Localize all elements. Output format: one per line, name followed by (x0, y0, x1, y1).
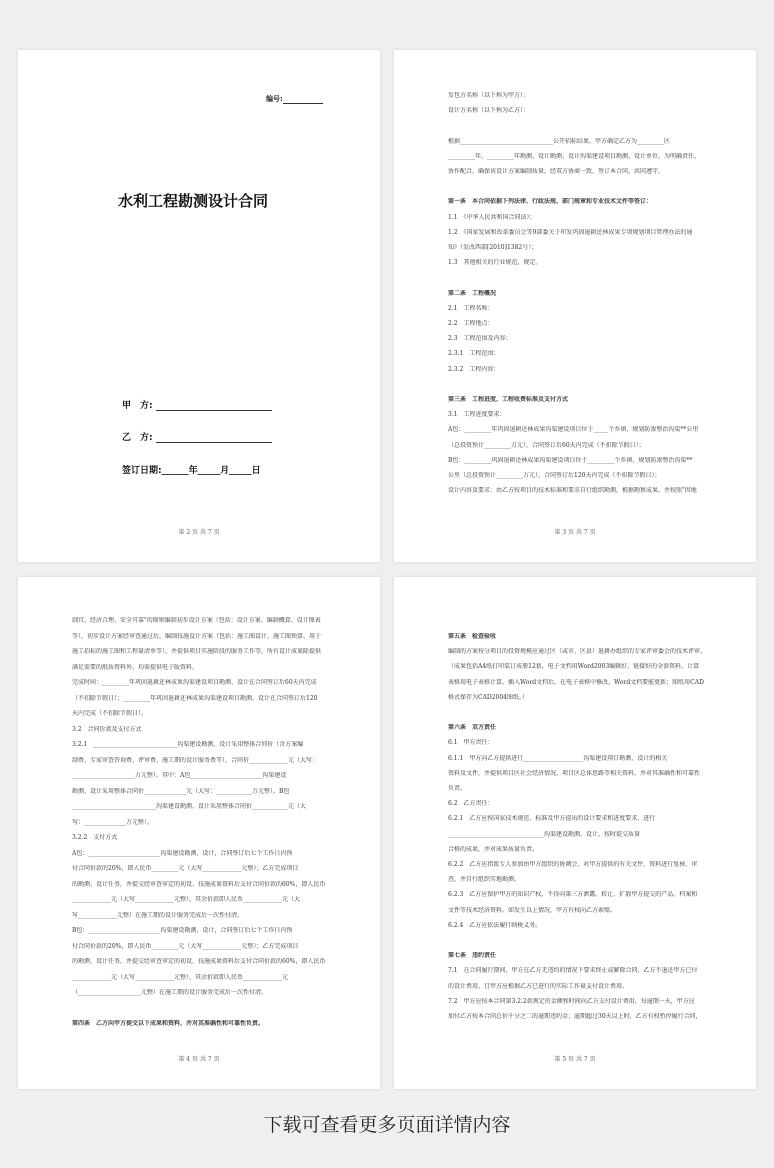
body-line: 付合同价款的20%，即人民币_________元（大写_____________元整）；乙方完成项目 (72, 942, 299, 950)
body-line: 付合同价款的20%，即人民币_________元（大写_____________元整）；乙方完成项目 (72, 865, 299, 872)
contract-page-4 (18, 577, 380, 1089)
body-line: 协作配合，确保该设计方案编制质量，经双方协商一致，签订本合同，共同遵守。 (448, 168, 665, 175)
body-line: 6.2.1 乙方应按国家技术规范、标准及甲方提出的设计要求和进度要求，进行 (448, 815, 656, 823)
contract-number: 编号: (266, 94, 323, 104)
body-line: 1.1 《中华人民共和国合同法》； (448, 213, 536, 221)
body-line: B包：________________________沟渠建设勘测、设计，合同签订后七个工作日内预 (72, 927, 293, 934)
body-line: ____________________________沟渠建设勘测、设计采用整体合同价____________元（大 (72, 803, 307, 810)
body-line: 3.2.2 支付方式 (72, 834, 118, 841)
body-line: 6.1 甲方责任： (448, 739, 494, 747)
body-line: （_____________________元整）在施工期的设计服务完成后一次性付清。 (72, 989, 268, 996)
body-line: 2.2 工程地点： (448, 320, 494, 327)
page-number: 第 3 页 共 7 页 (554, 529, 596, 536)
section-heading: 第五条 检查验收 (448, 633, 497, 640)
section-heading: 第二条 工程概况 (448, 289, 497, 297)
body-line: 2.3.1 工程范围： (448, 350, 500, 358)
body-line: 加付乙方按本合同总价千分之二的逾期违约金；逾期超过30天以上时，乙方有权暂停履行合同， (448, 1013, 702, 1020)
body-line: 资料及文件，并提供项目区社会经济情况、项目区总体思路等相关资料，并对其准确性和可靠性 (448, 769, 701, 777)
body-line: 勘测、设计采用整体合同价______________元（大写：____________万元整），B包 (72, 787, 290, 795)
body-line: 3.2.1 ____________________________沟渠建设勘测、设计采用整体合同价（含方案编 (72, 741, 304, 748)
body-line: 的勘测、设计任务，并提交经审查审定的初设、技施成果资料后支付合同价款的60%，即人民币 (72, 958, 326, 965)
body-line: （总投资预计_________万元），合同签订后60天内完成（不扣除节假日）； (448, 441, 645, 449)
body-line: 的勘测、设计任务，并提交经审查审定的初设、技施成果资料后支付合同价款的60%，即人民币 (72, 880, 326, 888)
body-line: 文件等技术经济资料。如发生以上情况，甲方有权向乙方索赔。 (448, 906, 617, 914)
body-line: 2.3.2 工程内容： (448, 365, 500, 373)
body-line: ________________________________沟渠建设勘测、设计，按时提交质量 (448, 830, 641, 838)
body-line: （不扣除节假日）；_________年巩固退耕还林成果沟渠建设项目勘测、设计在合同签订后120 (72, 694, 318, 702)
body-line: 2.1 工程名称： (448, 304, 494, 312)
body-line: _____________________万元整），其中：A包________________________沟渠建设 (72, 772, 287, 779)
body-line: 2.3 工程范围及内容： (448, 335, 512, 343)
body-line: 格式保存为CAD2004图纸。） (448, 693, 529, 701)
party-a-field: 甲 方: (122, 398, 272, 411)
body-line: 合格的成果，并对成果质量负责。 (448, 845, 539, 853)
section-heading: 第四条 乙方向甲方提交以下成果和资料，并对其准确性和可靠性负责。 (72, 1020, 265, 1027)
body-line: _________年、_________年勘测、设计勘测、设计沟渠建设项目勘测、设计单位，为明确责任， (448, 152, 701, 160)
section-heading: 第一条 本合同依据下列法律、行政法规、部门规章和专业技术文件等签订： (448, 198, 653, 206)
download-caption: 下载可查看更多页面详情内容 (263, 1114, 511, 1136)
body-line: 公里（总投资预计_________万元），合同签订后120天内完成（不扣除节假日）； (448, 472, 661, 479)
body-line: 表格用电子表格计算，插入Word文档后，在电子表格中修改，Word文档要能更新；图纸用CAD (448, 678, 704, 686)
contract-page-2 (18, 50, 380, 562)
body-line: （成果包括A4纸打印装订成册12套，电子文档用Word2003编辑好、链接好的全套资料，计算 (448, 663, 700, 671)
body-line: 3.2 合同价款及支付方式 (72, 725, 142, 733)
body-line: 制费、专家审查咨询费、评审费、施工期的设计服务费等），合同价_____________元（大写： (72, 756, 319, 764)
body-line: 编制的方案按分项目的投资规模应通过区（或市、区县）退耕办组织的专家评审委会的技术评审。 (448, 648, 707, 656)
page-number: 第 4 页 共 7 页 (178, 1056, 220, 1063)
contract-page-3 (394, 50, 756, 562)
body-line: 设计内容及要求：由乙方按项目的技术标准和要求自行组织勘测，根据勘察成果，并按照"因地 (448, 487, 697, 495)
body-line: 6.2.4 乙方应依法履行纳税义务。 (448, 921, 542, 929)
section-heading: 第三条 工程进度、工程收费标准及支付方式 (448, 396, 569, 403)
body-line: A包：_________年巩固退耕还林成果沟渠建设项目位于_____个乡镇，规划防渗整治沟渠**公里 (448, 426, 699, 434)
section-heading: 第七条 违约责任 (448, 952, 497, 960)
body-line: 3.1 工程进度要求： (448, 411, 506, 419)
body-line: _____________元（大写_____________元整），其余价款即人民币_____________元（大 (72, 896, 301, 903)
body-line: 写：______________万元整）。 (72, 818, 154, 826)
body-line: 设计方名称（以下称为乙方）： (448, 107, 530, 115)
party-b-field: 乙 方: (122, 430, 272, 443)
sign-date-field: 签订日期:______年_____月_____日 (122, 466, 261, 476)
body-line: B包：_________巩固退耕还林成果沟渠建设项目位于_________个乡镇，规划防渗整治沟渠** (448, 456, 693, 464)
body-line: 的设计费用，且甲方应根据乙方已进行的实际工作量支付设计费用。 (448, 982, 629, 990)
body-line: 等），初步设计方案经审查通过后，编制技施设计方案（包括：施工图设计、施工图预算、用于 (72, 632, 322, 640)
body-line: _____________元（大写_____________元整），其余价款即人民币_____________元 (72, 973, 289, 981)
body-line: 知》（发改西部[2010]1382号）； (448, 244, 538, 251)
body-line: 7.1 在合同履行期间，甲方在乙方无违约的情况下要求终止或解除合同，乙方不退还甲方已付 (448, 967, 698, 975)
body-line: 6.2.3 乙方应保护甲方的知识产权，不得向第三方泄露、转让、扩散甲方提交的产品、档案和 (448, 891, 698, 899)
contract-page-5 (394, 577, 756, 1089)
body-line: 负责。 (448, 785, 467, 792)
body-line: 完成时间：_________年巩固退耕还林成果沟渠建设项目勘测、设计在合同签订后60天内完成 (72, 679, 317, 686)
page-number: 第 2 页 共 7 页 (178, 529, 220, 536)
body-line: 7.2 甲方应按本合同第3.2.2款规定的金额和时间向乙方支付设计费用，每逾期一天，甲方应 (448, 997, 695, 1005)
body-line: 满足需要的纸质资料外，均需提供电子版资料。 (72, 663, 199, 671)
contract-title: 水利工程勘测设计合同 (118, 192, 269, 210)
body-line: 施工招标的施工图和工程量清单等），并提供项目实施阶段的服务工作等，所有设计成果除提供 (72, 648, 322, 655)
body-line: 1.2 《国家发展和改革委员会等9部委关于印发巩固退耕还林成果专项规划项目管理办法的通 (448, 228, 693, 236)
body-line: 根据_______________________________公开招标结果，甲方确定乙方为_________区 (448, 137, 671, 145)
body-line: 6.2.2 乙方应指派专人参加由甲方组织的协调会，对甲方提供的有关文件、资料进行复核、审 (448, 861, 698, 868)
body-line: 发包方名称（以下称为甲方）： (448, 92, 530, 99)
body-line: 6.1.1 甲方向乙方提供进行____________________沟渠建设项目勘测、设计的相关 (448, 754, 668, 762)
body-line: 查，并自行组织实地勘测。 (448, 876, 521, 884)
page-number: 第 5 页 共 7 页 (554, 1056, 596, 1063)
body-line: 制宜、经济合理、安全可靠"的原则编制初步设计方案（包括：设计方案、编制概算、设计图表 (72, 617, 321, 624)
body-line: 写_____________元整）在施工期的设计服务完成后一次性付清。 (72, 911, 244, 919)
body-line: 天内完成（不扣除节假日）。 (72, 710, 148, 717)
section-heading: 第六条 双方责任 (448, 724, 497, 732)
body-line: 6.2 乙方责任： (448, 800, 494, 808)
body-line: A包：________________________沟渠建设勘测，设计，合同签订后七个工作日内预 (72, 849, 293, 857)
body-line: 1.3 其他相关的行业规范，规定。 (448, 259, 542, 267)
